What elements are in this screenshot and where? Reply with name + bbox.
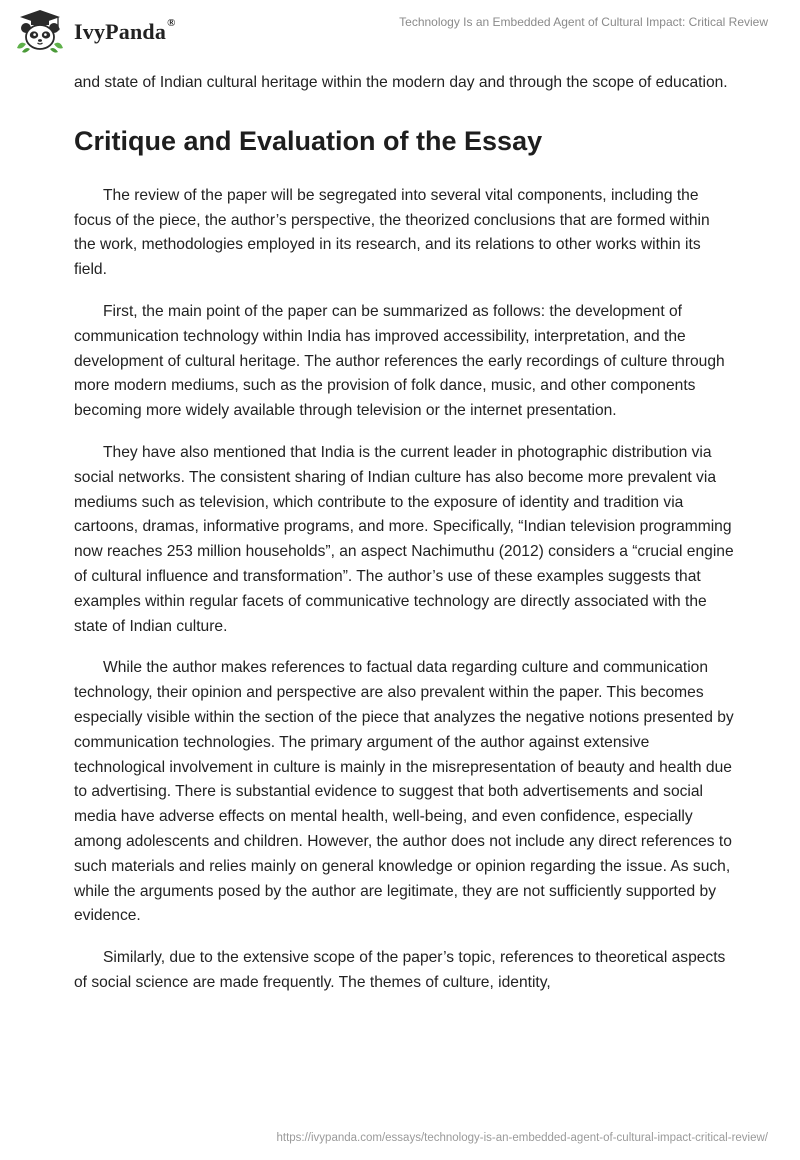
paragraph: While the author makes references to factual data regarding culture and communication technology, their opinion and perspective are also prevalent within the paper. This becomes especially visible within the section of the piece that analyzes the negative notions presented by communication technologies. The primary argument of the author against extensive technological involvement in culture is mainly in the misrepresentation of beauty and health due to advertising. There is substantial evidence to suggest that both advertisements and social media have adverse effects on mental health, well-being, and even confidence, especially among adolescents and children. However, the author does not include any direct references to such materials and relies mainly on general knowledge or opinion regarding the issue. As such, while the arguments posed by the author are legitimate, they are not sufficiently supported by evidence.	[74, 659, 734, 925]
paragraph: Similarly, due to the extensive scope of the paper’s topic, references to theoretical aspects of social science are made frequently. The themes of culture, identity,	[74, 949, 726, 991]
paragraph: The review of the paper will be segregated into several vital components, including the focus of the piece, the author’s perspective, the theorized conclusions that are formed within the work, methodologies employed in its research, and its relations to other works within its field.	[74, 186, 710, 279]
ivypanda-logo[interactable]	[14, 8, 176, 54]
brand-name: IvyPanda®	[74, 17, 176, 44]
article-body	[74, 71, 734, 1013]
lead-paragraph: and state of Indian cultural heritage within the modern day and through the scope of education.	[74, 74, 728, 91]
section-heading: Critique and Evaluation of the Essay	[74, 125, 543, 156]
paragraph: They have also mentioned that India is the current leader in photographic distribution via social networks. The consistent sharing of Indian culture has also become more prevalent via mediums such as television, which contribute to the exposure of identity and tradition via cartoons, dramas, informative programs, and more. Specifically, “Indian television programming now reaches 253 million households”, an aspect Nachimuthu (2012) considers a “crucial engine of cultural influence and transformation”. The author’s use of these examples suggests that examples within regular facets of communicative technology are directly associated with the state of Indian culture.	[74, 443, 734, 635]
document-title: Technology Is an Embedded Agent of Cultural Impact: Critical Review	[399, 15, 768, 29]
page-header	[0, 0, 800, 60]
source-url[interactable]: https://ivypanda.com/essays/technology-is-an-embedded-agent-of-cultural-impact-critical-review/	[276, 1132, 768, 1144]
registered-mark: ®	[167, 17, 176, 29]
panda-graduate-icon	[14, 8, 66, 54]
paragraph: First, the main point of the paper can be summarized as follows: the development of communication technology within India has improved accessibility, interpretation, and the development of cultural heritage. The author references the early recordings of culture through more modern mediums, such as the provision of folk dance, music, and other components becoming more widely available through television or the internet presentation.	[74, 302, 725, 420]
